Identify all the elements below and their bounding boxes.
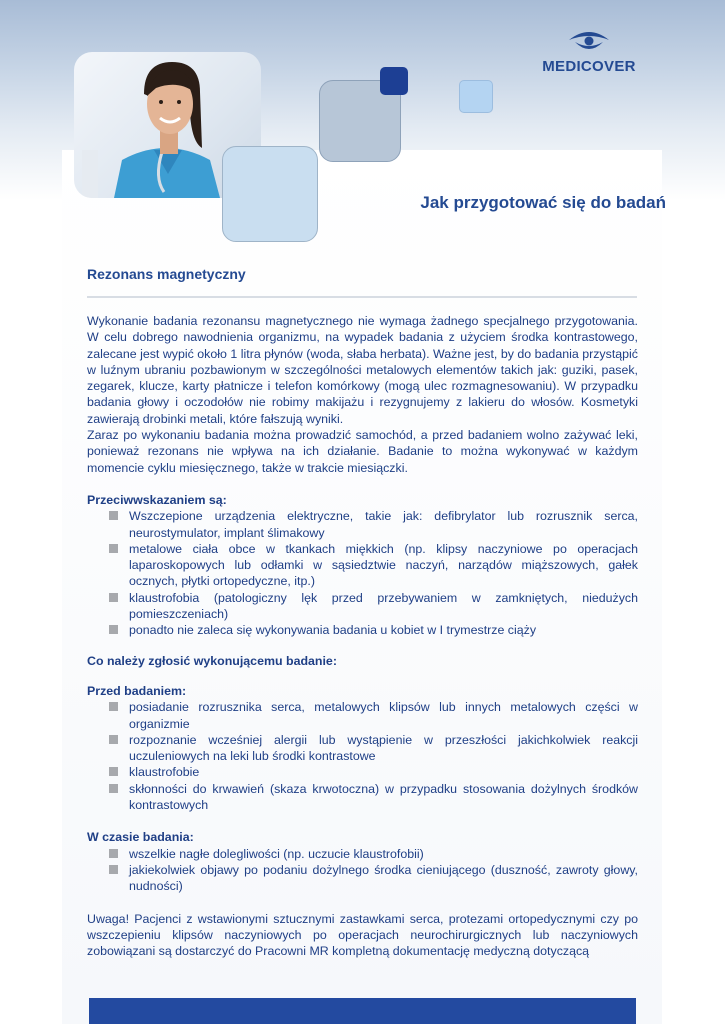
logo-wordmark: MEDICOVER	[542, 58, 636, 75]
during-exam-heading: W czasie badania:	[87, 830, 194, 845]
before-exam-heading: Przed badaniem:	[87, 683, 187, 698]
decorative-square-navy	[380, 67, 408, 95]
intro-paragraph: Zaraz po wykonaniu badania można prowadzić samochód, a przed badaniem wolno zażywać leki, ponieważ rezonans nie wpływa na ich działanie. Badanie to można wykonywać w każdym momencie cyklu miesięcznego, także w trakcie miesiączki.	[87, 428, 638, 475]
medicover-logo-icon	[535, 26, 643, 58]
list-item: metalowe ciała obce w tkankach miękkich (np. klipsy naczyniowe po operacjach laparoskopowych lub odłamki w sąsiedztwie naczyń, narządów miąższowych, gałek ocznych, płytki ortopedyczne, itp.)	[87, 541, 638, 590]
decorative-square-pale	[459, 80, 493, 113]
contraindications-list	[87, 508, 638, 638]
list-item: skłonności do krwawień (skaza krwotoczna) w przypadku stosowania dożylnych środków kontrastowych	[87, 781, 638, 814]
report-heading: Co należy zgłosić wykonującemu badanie:	[87, 653, 337, 668]
list-item: klaustrofobia (patologiczny lęk przed przebywaniem w zamkniętych, niedużych pomieszczeniach)	[87, 590, 638, 623]
during-exam-list	[87, 846, 638, 895]
list-item: rozpoznanie wcześniej alergii lub wystąpienie w przeszłości jakichkolwiek reakcji uczuleniowych na leki lub środki kontrastowe	[87, 732, 638, 765]
contraindications-heading: Przeciwwskazaniem są:	[87, 492, 227, 507]
document-body	[87, 313, 638, 959]
intro-paragraph: Wykonanie badania rezonansu magnetycznego nie wymaga żadnego specjalnego przygotowania. W celu dobrego nawodnienia organizmu, na wypadek badania z użyciem środka kontrastowego, zalecane jest wypić około 1 litra płynów (woda, słaba herbata). Ważne jest, by do badania przystąpić w luźnym ubraniu pozbawionym w szczególności metalowych elementów takich jak: guziki, pasek, zegarek, klucze, karty płatnicze i telefon komórkowy (mogą ulec rozmagnesowaniu). W przypadku badania głowy i oczodołów nie robimy makijażu i rezygnujemy z lakieru do włosów. Kosmetyki zawierają drobinki metali, które fałszują wyniki.	[87, 314, 638, 426]
decorative-square-light	[222, 146, 318, 242]
warning-note: Uwaga! Pacjenci z wstawionymi sztucznymi zastawkami serca, protezami ortopedycznymi czy po wszczepieniu klipsów naczyniowych po operacjach neurochirurgicznych lub naczyniowych zobowiązani są dostarczyć do Pracowni MR kompletną dokumentację medyczną dotyczącą	[87, 911, 638, 959]
list-item: posiadanie rozrusznika serca, metalowych klipsów lub innych metalowych części w organizmie	[87, 699, 638, 732]
section-title: Rezonans magnetyczny	[87, 266, 246, 282]
list-item: klaustrofobie	[87, 764, 638, 780]
medicover-logo	[535, 26, 645, 78]
list-item: Wszczepione urządzenia elektryczne, takie jak: defibrylator lub rozrusznik serca, neurostymulator, implant ślimakowy	[87, 508, 638, 541]
list-item: ponadto nie zaleca się wykonywania badania u kobiet w I trymestrze ciąży	[87, 622, 638, 638]
list-item: jakiekolwiek objawy po podaniu dożylnego środka cieniującego (duszność, zawroty głowy, nudności)	[87, 862, 638, 895]
footer-bar	[89, 998, 636, 1024]
before-exam-list	[87, 699, 638, 813]
document-title: Jak przygotować się do badań	[420, 193, 666, 212]
section-divider	[87, 296, 637, 298]
list-item: wszelkie nagłe dolegliwości (np. uczucie klaustrofobii)	[87, 846, 638, 862]
